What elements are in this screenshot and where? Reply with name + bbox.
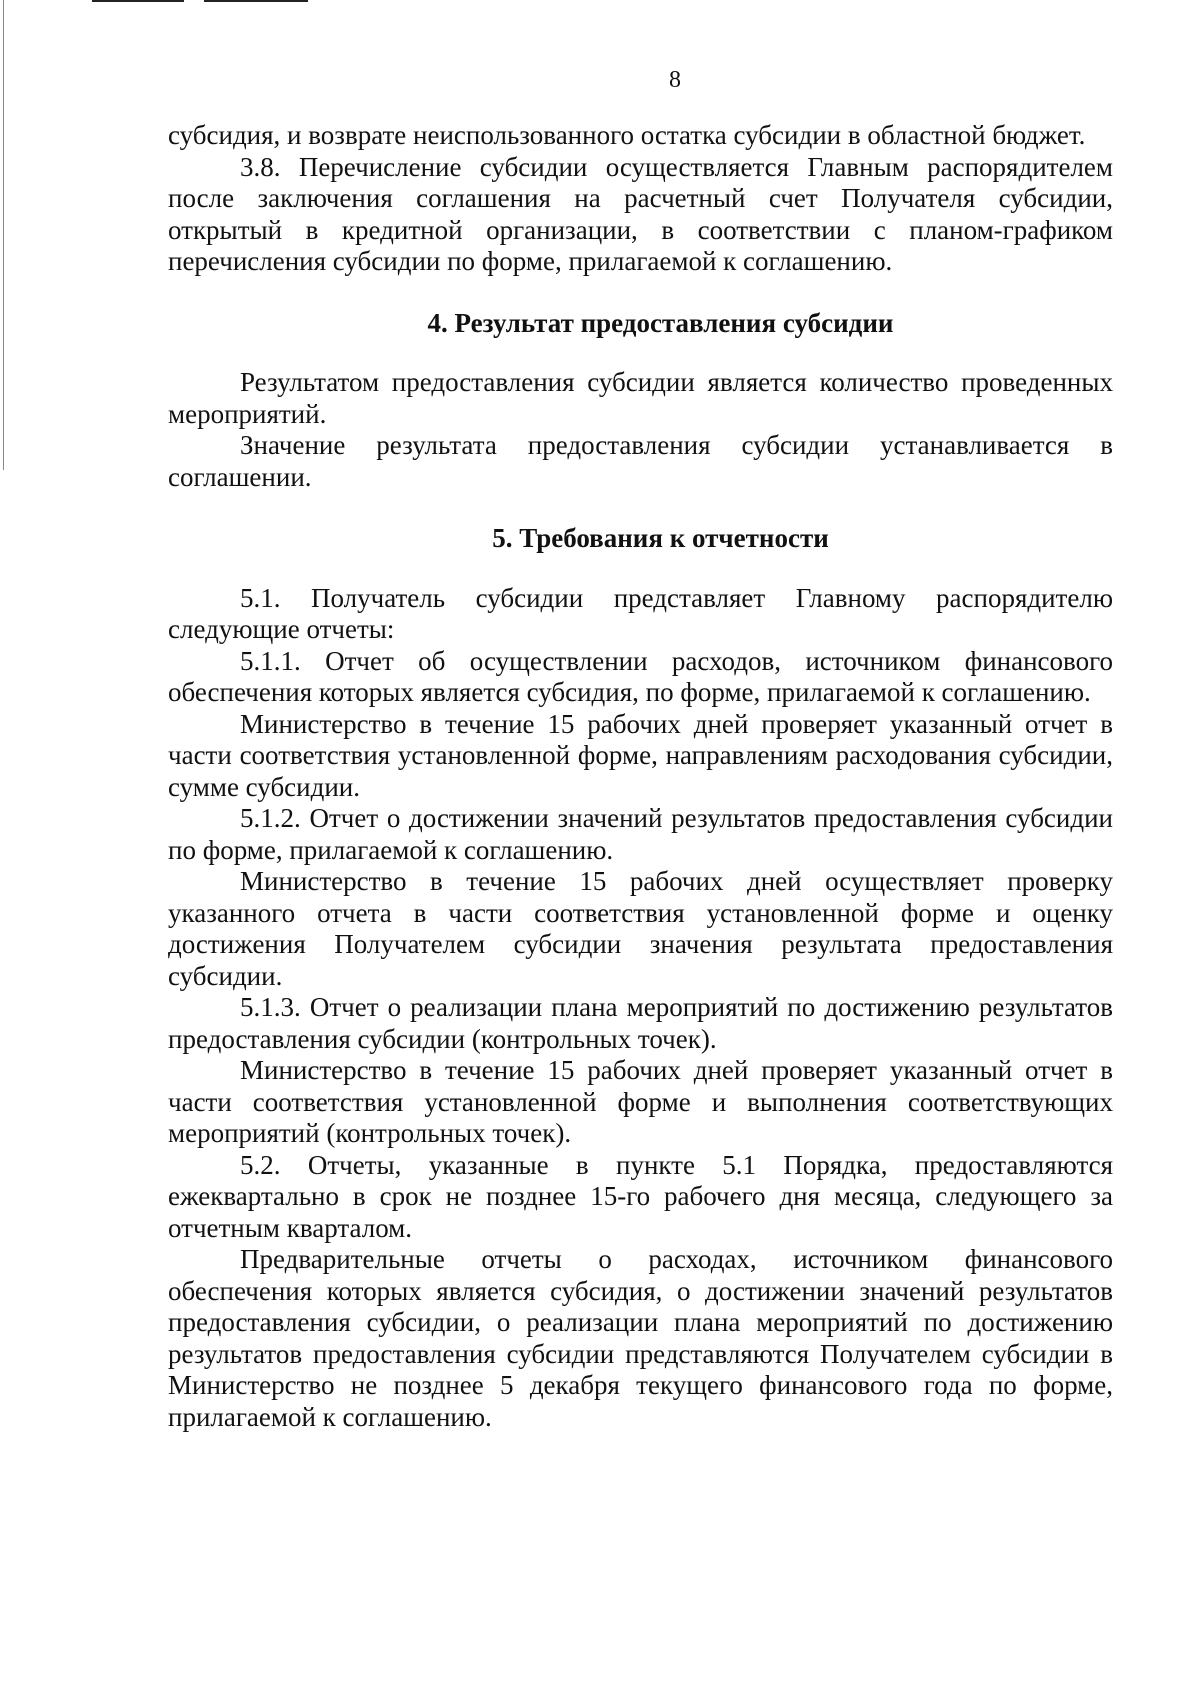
paragraph: 5.1.3. Отчет о реализации плана мероприятий по достижению результатов предоставления субсидии (контрольных точек). [168, 992, 1113, 1054]
paragraph: 5.1. Получатель субсидии представляет Главному распорядителю следующие отчеты: [168, 582, 1113, 644]
paragraph: Результатом предоставления субсидии является количество проведенных мероприятий. [168, 367, 1113, 429]
paragraph: Значение результата предоставления субсидии устанавливается в соглашении. [168, 430, 1113, 492]
paragraph: субсидия, и возврате неиспользованного остатка субсидии в областной бюджет. [168, 120, 1086, 150]
page-number: 8 [669, 67, 681, 93]
document-body [168, 120, 1113, 1433]
scan-top-mark [92, 0, 184, 2]
paragraph: Министерство в течение 15 рабочих дней осуществляет проверку указанного отчета в части соответствия установленной форме и оценку достижения Получателем субсидии значения результата предоставления субсидии. [168, 866, 1113, 991]
paragraph: Предварительные отчеты о расходах, источником финансового обеспечения которых является субсидия, о достижении значений результатов предоставления субсидии, о реализации плана мероприятий по достижению результатов предоставления субсидии представляются Получателем субсидии в Министерство не позднее 5 декабря текущего финансового года по форме, прилагаемой к соглашению. [168, 1244, 1113, 1432]
paragraph: Министерство в течение 15 рабочих дней проверяет указанный отчет в части соответствия установленной форме и выполнения соответствующих мероприятий (контрольных точек). [168, 1055, 1113, 1148]
section-heading-4: 4. Результат предоставления субсидии [427, 307, 894, 338]
paragraph: 5.1.1. Отчет об осуществлении расходов, источником финансового обеспечения которых является субсидия, по форме, прилагаемой к соглашению. [168, 645, 1113, 707]
paragraph: 5.1.2. Отчет о достижении значений результатов предоставления субсидии по форме, прилагаемой к соглашению. [168, 803, 1113, 865]
paragraph: 5.2. Отчеты, указанные в пункте 5.1 Порядка, предоставляются ежеквартально в срок не позднее 15-го рабочего дня месяца, следующего за отчетным кварталом. [168, 1149, 1113, 1243]
paragraph: Министерство в течение 15 рабочих дней проверяет указанный отчет в части соответствия установленной форме, направлениям расходования субсидии, сумме субсидии. [168, 708, 1113, 802]
paragraph: 3.8. Перечисление субсидии осуществляется Главным распорядителем после заключения соглашения на расчетный счет Получателя субсидии, открытый в кредитной организации, в соответствии с планом-графиком перечисления субсидии по форме, прилагаемой к соглашению. [168, 151, 1113, 276]
section-heading-5: 5. Требования к отчетности [492, 523, 829, 553]
scan-top-mark [204, 0, 308, 2]
